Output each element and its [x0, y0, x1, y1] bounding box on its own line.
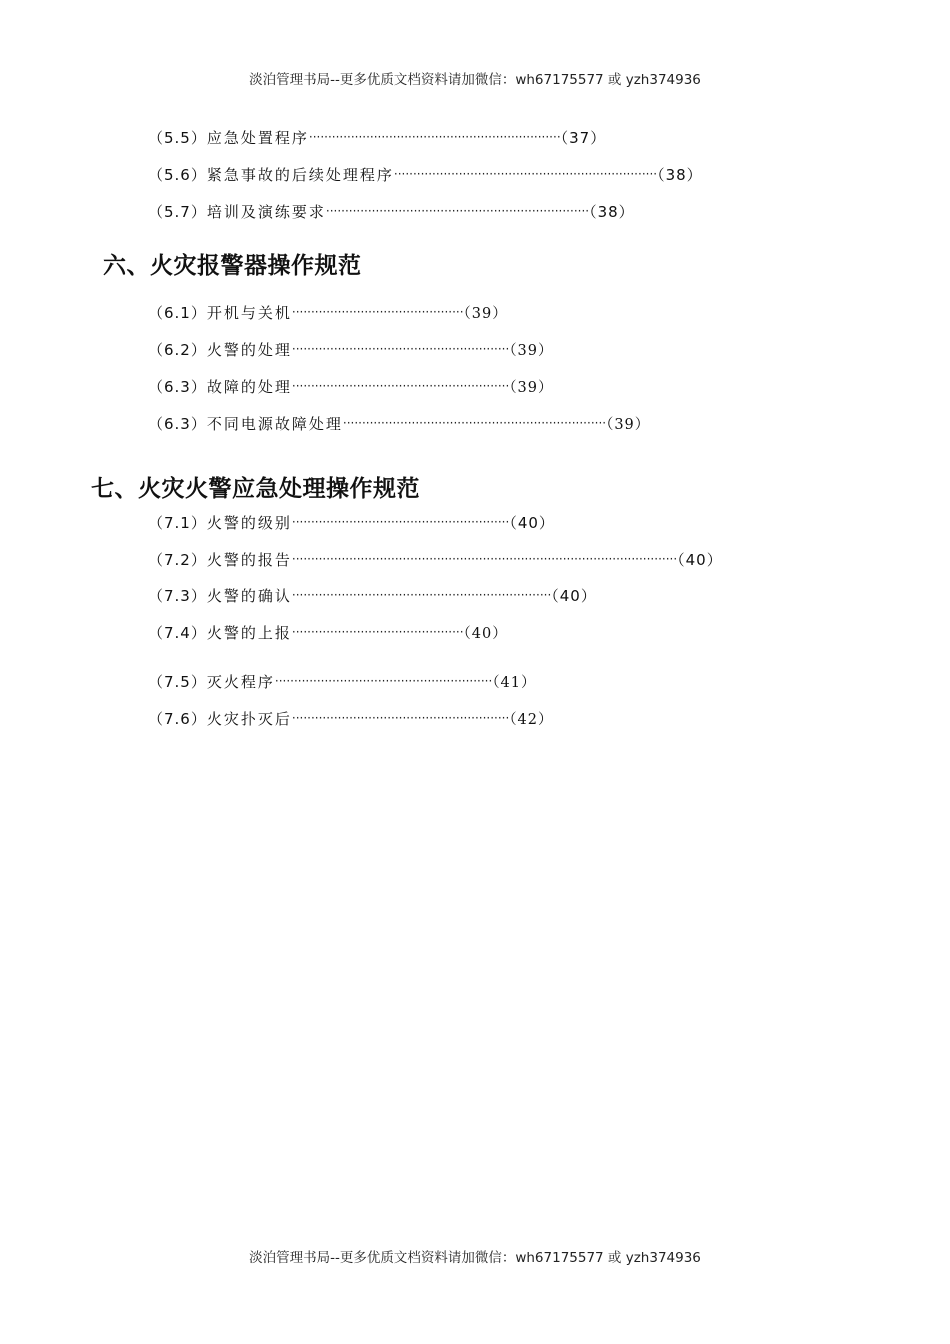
- toc-number: （7.5）: [148, 673, 207, 691]
- toc-title: 火警的确认: [206, 587, 292, 605]
- toc-leader-dots: ·························································: [274, 674, 493, 688]
- toc-page-number: （38）: [657, 166, 703, 184]
- toc-number: （5.5）: [148, 129, 207, 147]
- toc-page-number: （39）: [509, 343, 554, 359]
- page-footer: 淡泊管理书局--更多优质文档资料请加微信：wh67175577 或 yzh374936: [249, 1250, 701, 1266]
- toc-title: 不同电源故障处理: [206, 415, 343, 433]
- toc-title: 灭火程序: [206, 673, 275, 691]
- toc-entry-7-5[interactable]: [148, 671, 537, 692]
- toc-page-number: （40）: [509, 514, 555, 532]
- toc-page-number: （40）: [677, 551, 723, 569]
- toc-entry-6-2[interactable]: [148, 339, 554, 360]
- toc-entry-6-1[interactable]: [148, 302, 508, 323]
- toc-number: （5.7）: [148, 203, 207, 221]
- toc-entry-7-1[interactable]: [148, 512, 555, 533]
- toc-leader-dots: ·············································: [291, 625, 464, 639]
- toc-number: （6.2）: [148, 341, 207, 359]
- toc-page-number: （40）: [463, 626, 508, 642]
- toc-title: 火警的处理: [206, 341, 292, 359]
- toc-leader-dots: ·····································································: [342, 416, 607, 430]
- toc-entry-7-6[interactable]: [148, 708, 554, 729]
- toc-leader-dots: ··································································: [308, 130, 561, 144]
- toc-number: （5.6）: [148, 166, 207, 184]
- toc-page-number: （37）: [560, 129, 607, 147]
- toc-leader-dots: ·························································: [291, 515, 510, 529]
- toc-entry-7-2[interactable]: [148, 549, 723, 570]
- section-7-heading: 七、火灾火警应急处理操作规范: [91, 476, 420, 502]
- toc-entry-5-6[interactable]: [148, 164, 703, 185]
- toc-title: 故障的处理: [206, 378, 292, 396]
- toc-page-number: （39）: [606, 417, 651, 433]
- toc-leader-dots: ·························································: [291, 342, 510, 356]
- toc-page-number: （39）: [509, 380, 554, 396]
- toc-title: 培训及演练要求: [206, 203, 326, 221]
- toc-page-number: （40）: [551, 587, 597, 605]
- toc-number: （7.1）: [148, 514, 207, 532]
- toc-title: 开机与关机: [206, 304, 292, 322]
- toc-entry-6-4[interactable]: [148, 413, 650, 434]
- toc-title: 火警的报告: [206, 551, 292, 569]
- toc-page-number: （41）: [492, 675, 537, 691]
- toc-title: 火警的级别: [206, 514, 292, 532]
- toc-number: （6.3）: [148, 378, 207, 396]
- toc-page-number: （38）: [589, 203, 635, 221]
- toc-page-number: （42）: [509, 712, 554, 728]
- toc-entry-5-5[interactable]: [148, 127, 606, 148]
- toc-leader-dots: ·························································: [291, 711, 510, 725]
- toc-page-number: （39）: [463, 306, 508, 322]
- toc-number: （6.1）: [148, 304, 207, 322]
- toc-leader-dots: ····································································: [291, 588, 552, 602]
- toc-entry-5-7[interactable]: [148, 201, 635, 222]
- toc-number: （7.3）: [148, 587, 207, 605]
- page-header: 淡泊管理书局--更多优质文档资料请加微信：wh67175577 或 yzh374936: [249, 72, 701, 88]
- toc-number: （7.4）: [148, 624, 207, 642]
- toc-leader-dots: ·····································································: [325, 204, 590, 218]
- toc-entry-7-3[interactable]: [148, 585, 597, 606]
- toc-leader-dots: ·····································································································: [291, 552, 678, 566]
- toc-title: 应急处置程序: [206, 129, 309, 147]
- toc-entry-7-4[interactable]: [148, 622, 508, 643]
- toc-number: （7.6）: [148, 710, 207, 728]
- toc-entry-6-3[interactable]: [148, 376, 554, 397]
- toc-leader-dots: ·····································································: [393, 167, 658, 181]
- section-6-heading: 六、火灾报警器操作规范: [103, 253, 362, 279]
- toc-title: 火灾扑灭后: [206, 710, 292, 728]
- toc-leader-dots: ·························································: [291, 379, 510, 393]
- toc-leader-dots: ·············································: [291, 305, 464, 319]
- toc-title: 紧急事故的后续处理程序: [206, 166, 394, 184]
- toc-title: 火警的上报: [206, 624, 292, 642]
- toc-number: （6.3）: [148, 415, 207, 433]
- toc-number: （7.2）: [148, 551, 207, 569]
